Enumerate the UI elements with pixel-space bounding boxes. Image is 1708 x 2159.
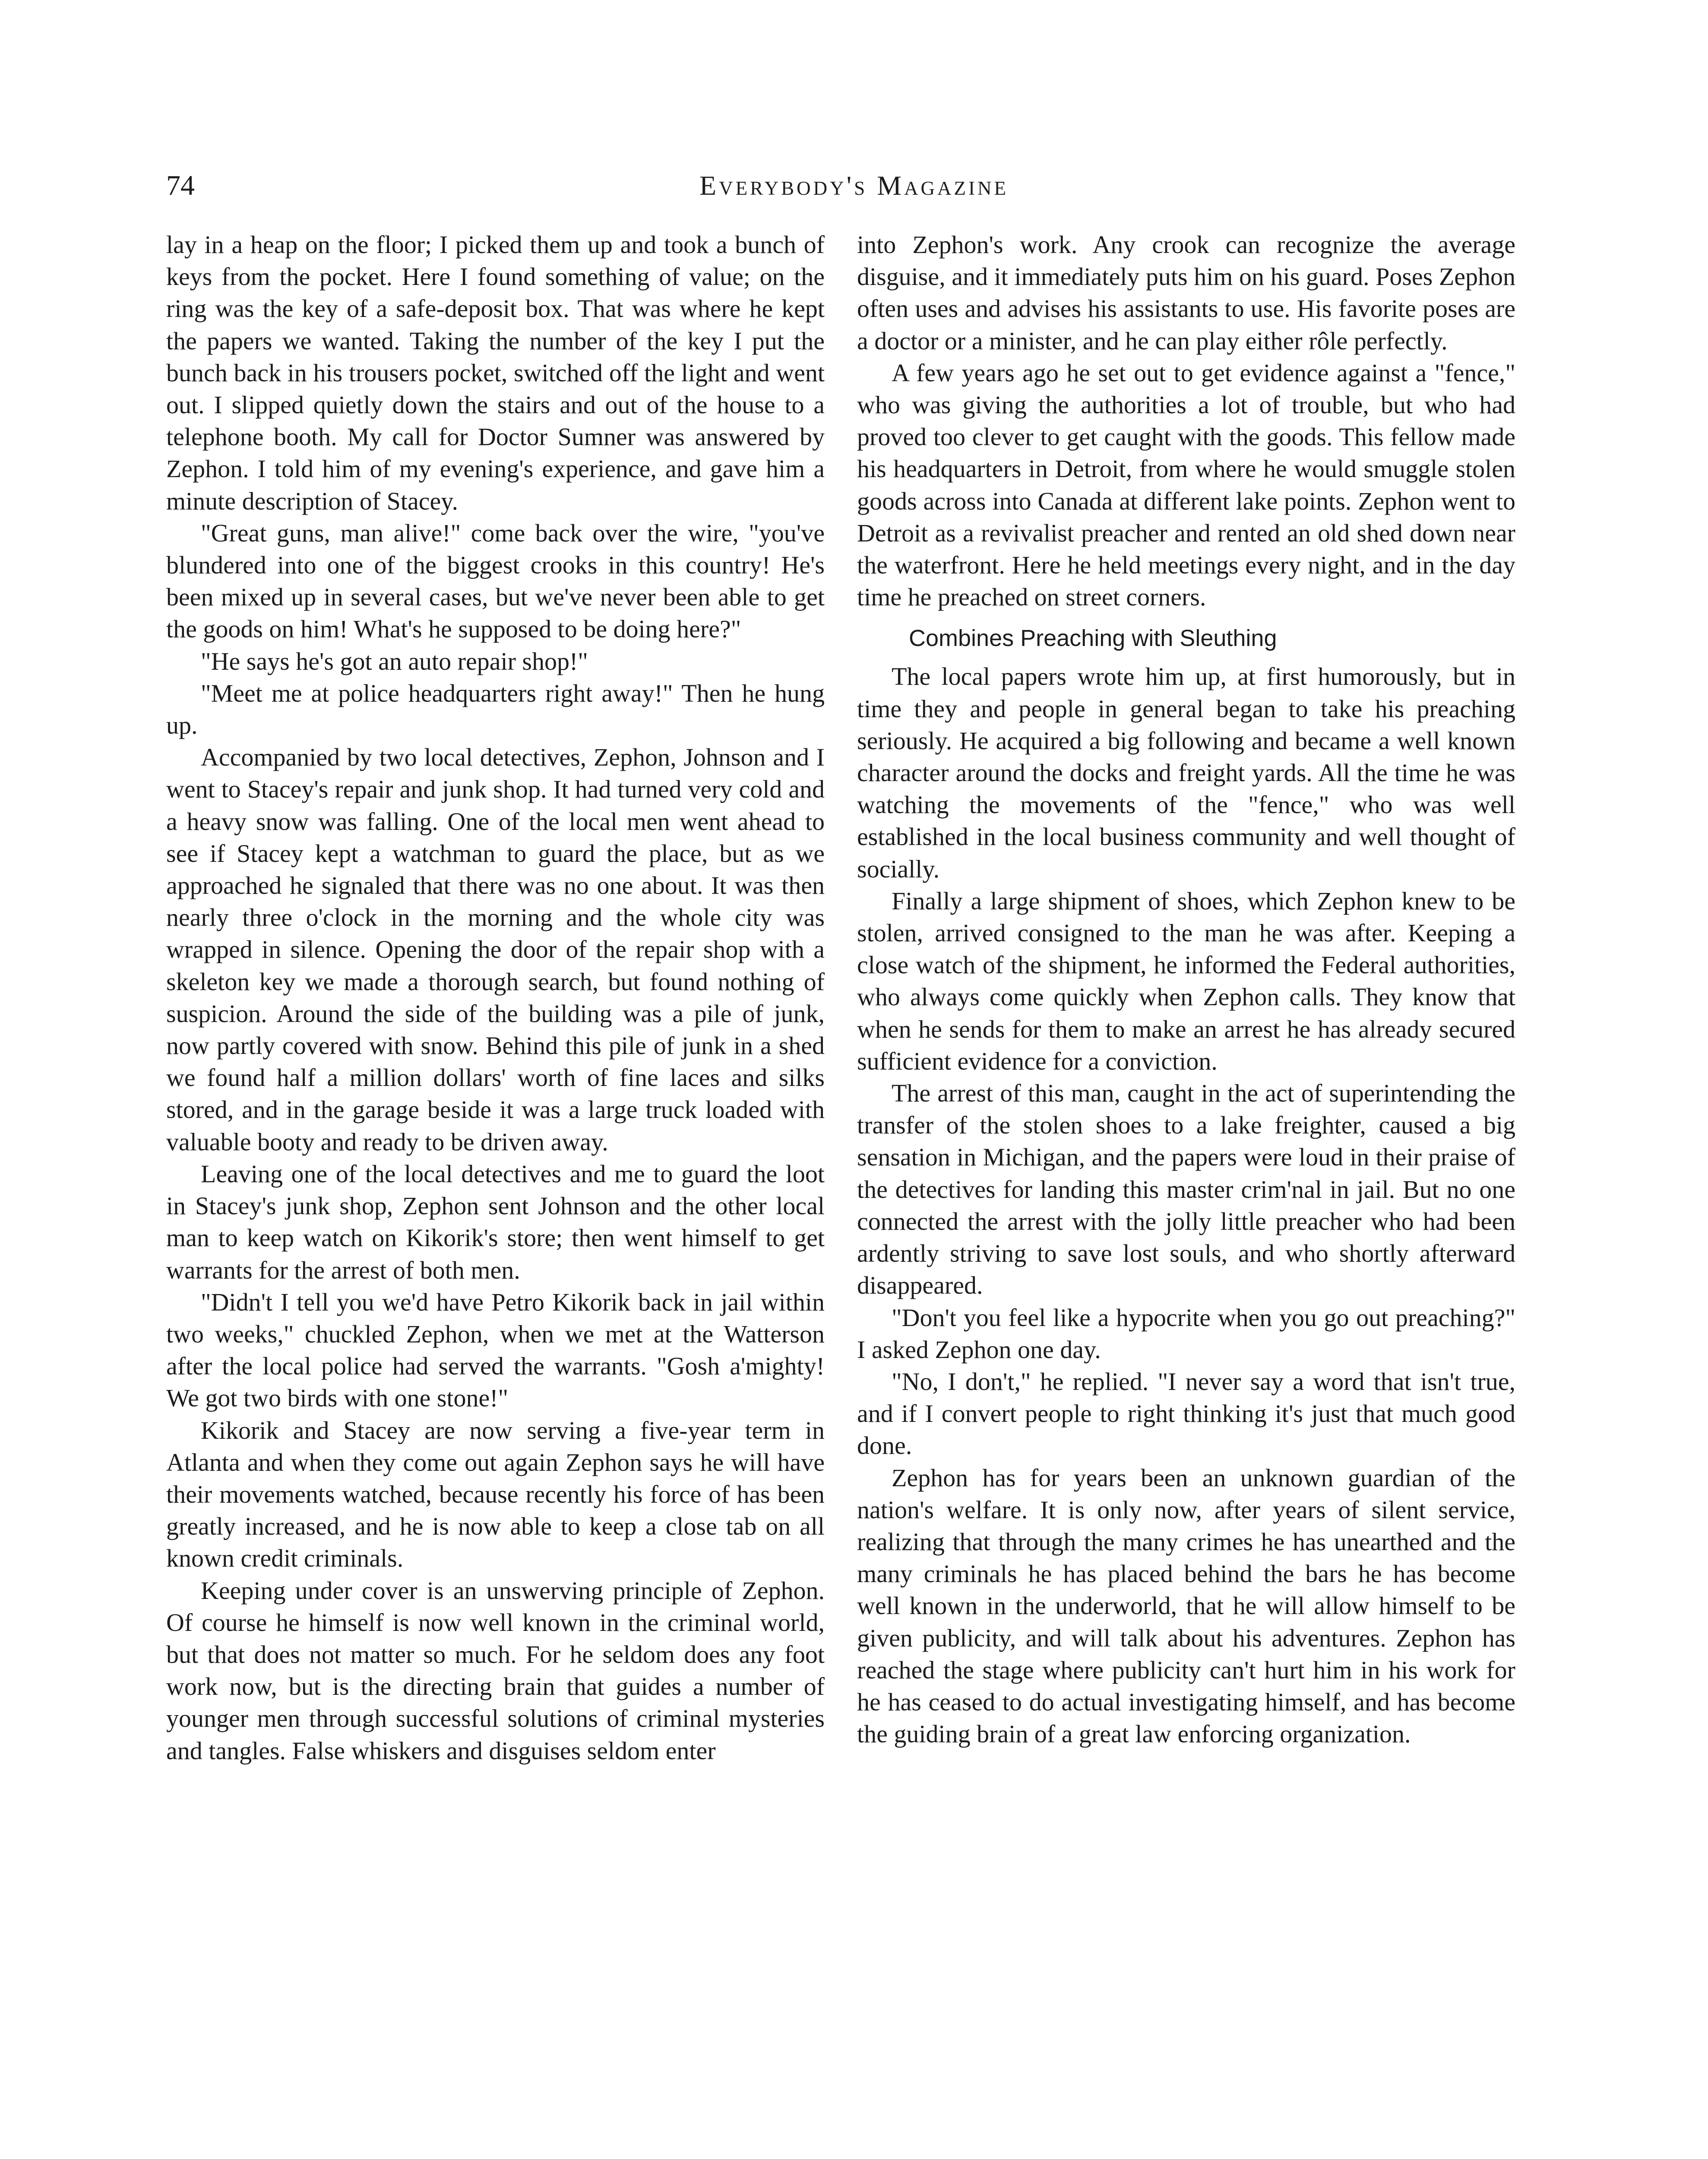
paragraph: The local papers wrote him up, at first humorously, but in time they and people in general began to take his preaching seriously. He acquired a big following and became a well known character around the docks and freight yards. All the time he was watching the movements of the "fence," who was well established in the local business community and well thought of socially.: [857, 662, 1515, 883]
paragraph: "Didn't I tell you we'd have Petro Kikorik back in jail within two weeks," chuckled Zephon, when we met at the Watterson after the local police had served the warrants. "Gosh a'mighty! We got two birds with one stone!": [166, 1288, 825, 1412]
paragraph: "Meet me at police headquarters right away!" Then he hung up.: [166, 679, 825, 740]
paragraph: Accompanied by two local detectives, Zephon, Johnson and I went to Stacey's repair and junk shop. It had turned very cold and a heavy snow was falling. One of the local men went ahead to see if Stacey kept a watchman to guard the place, but as we approached he signaled that there was no one about. It was then nearly three o'clock in the morning and the whole city was wrapped in silence. Opening the door of the repair shop with a skeleton key we made a thorough search, but found nothing of suspicion. Around the side of the building was a pile of junk, now partly covered with snow. Behind this pile of junk in a shed we found half a million dollars' worth of fine laces and silks stored, and in the garage beside it was a large truck loaded with valuable booty and ready to be driven away.: [166, 743, 825, 1156]
section-subheading: Combines Preaching with Sleuthing: [909, 625, 1277, 652]
left-column: [166, 229, 825, 1767]
paragraph: Zephon has for years been an unknown guardian of the nation's welfare. It is only now, after years of silent service, realizing that through the many crimes he has unearthed and the many criminals he has placed behind the bars he has become well known in the underworld, that he will allow himself to be given publicity, and will talk about his adventures. Zephon has reached the stage where publicity can't hurt him in his work for he has ceased to do actual investigating himself, and has become the guiding brain of a great law enforcing organization.: [857, 1463, 1515, 1748]
paragraph: The arrest of this man, caught in the act of superintending the transfer of the stolen shoes to a lake freighter, caused a big sensation in Michigan, and the papers were loud in their praise of the detectives for landing this master crim'nal in jail. But no one connected the arrest with the jolly little preacher who had been ardently striving to save lost souls, and who shortly afterward disappeared.: [857, 1079, 1515, 1300]
paragraph: lay in a heap on the floor; I picked them up and took a bunch of keys from the pocket. Here I found something of value; on the ring was the key of a safe-deposit box. That was where he kept the papers we wanted. Taking the number of the key I put the bunch back in his trousers pocket, switched off the light and went out. I slipped quietly down the stairs and out of the house to a telephone booth. My call for Doctor Sumner was answered by Zephon. I told him of my evening's experience, and gave him a minute description of Stacey.: [166, 231, 825, 515]
right-column: [857, 229, 1515, 1750]
paragraph: A few years ago he set out to get evidence against a "fence," who was giving the authorities a lot of trouble, but who had proved too clever to get caught with the goods. This fellow made his headquarters in Detroit, from where he would smuggle stolen goods across into Canada at different lake points. Zephon went to Detroit as a revivalist preacher and rented an old shed down near the waterfront. Here he held meetings every night, and in the day time he preached on street corners.: [857, 358, 1515, 611]
paragraph: "He says he's got an auto repair shop!": [201, 647, 588, 675]
page-number: 74: [166, 170, 195, 201]
magazine-title: Everybody's Magazine: [699, 170, 1009, 201]
paragraph: Keeping under cover is an unswerving principle of Zephon. Of course he himself is now well known in the criminal world, but that does not matter so much. For he seldom does any foot work now, but is the directing brain that guides a number of younger men through successful solutions of criminal mysteries and tangles. False whiskers and disguises seldom enter: [166, 1576, 825, 1765]
paragraph: into Zephon's work. Any crook can recognize the average disguise, and it immediately puts him on his guard. Poses Zephon often uses and advises his assistants to use. His favorite poses are a doctor or a minister, and he can play either rôle perfectly.: [857, 231, 1515, 355]
page-header: [0, 166, 1708, 205]
paragraph: "No, I don't," he replied. "I never say a word that isn't true, and if I convert people to right thinking it's just that much good done.: [857, 1367, 1515, 1460]
paragraph: "Don't you feel like a hypocrite when you go out preaching?" I asked Zephon one day.: [857, 1303, 1515, 1364]
paragraph: Leaving one of the local detectives and me to guard the loot in Stacey's junk shop, Zephon sent Johnson and the other local man to keep watch on Kikorik's store; then went himself to get warrants for the arrest of both men.: [166, 1159, 825, 1284]
paragraph: Finally a large shipment of shoes, which Zephon knew to be stolen, arrived consigned to the man he was after. Keeping a close watch of the shipment, he informed the Federal authorities, who always come quickly when Zephon calls. They know that when he sends for them to make an arrest he has already secured sufficient evidence for a conviction.: [857, 886, 1515, 1075]
paragraph: "Great guns, man alive!" come back over the wire, "you've blundered into one of the biggest crooks in this country! He's been mixed up in several cases, but we've never been able to get the goods on him! What's he supposed to be doing here?": [166, 519, 825, 643]
paragraph: Kikorik and Stacey are now serving a five-year term in Atlanta and when they come out again Zephon says he will have their movements watched, because recently his force of has been greatly increased, and he is now able to keep a close tab on all known credit criminals.: [166, 1416, 825, 1573]
